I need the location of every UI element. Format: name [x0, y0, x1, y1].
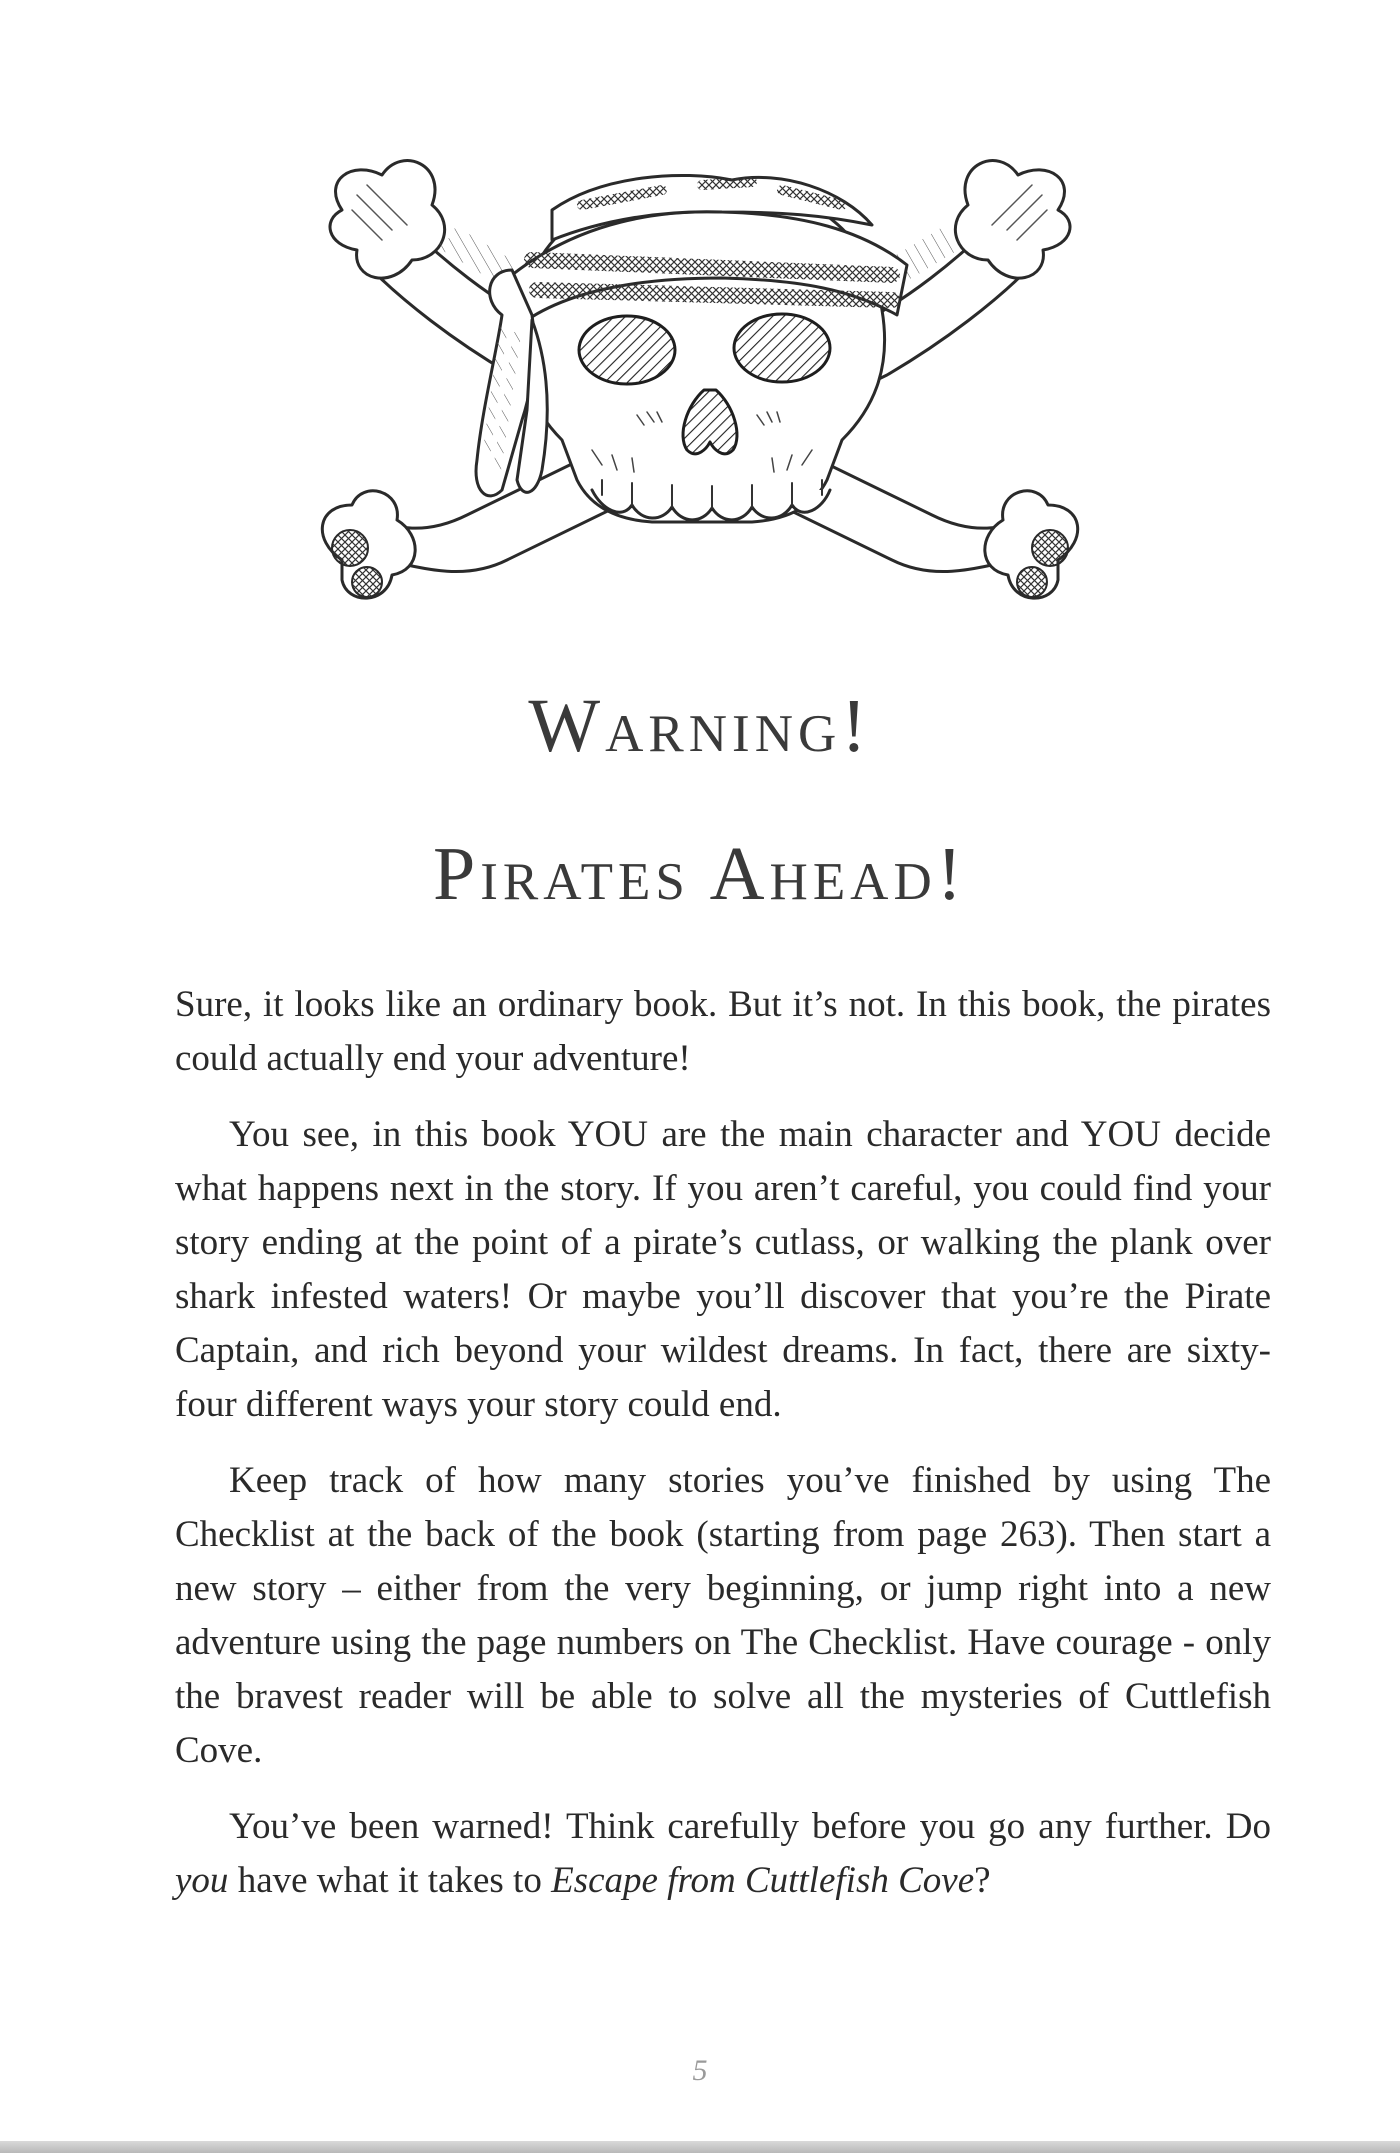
skull-and-crossbones-icon	[282, 150, 1118, 640]
page-bottom-edge	[0, 2141, 1400, 2153]
paragraph-4-text-a: You’ve been warned! Think carefully before you go any further. Do	[229, 1806, 1271, 1847]
body-text	[175, 978, 1271, 1930]
paragraph-4-text-c: ?	[974, 1860, 991, 1901]
title-line-2: Pirates Ahead!	[432, 832, 968, 916]
book-title-italic: Escape from Cuttlefish Cove	[551, 1860, 975, 1901]
paragraph-4	[175, 1800, 1271, 1908]
paragraph-1: Sure, it looks like an ordinary book. But it’s not. In this book, the pirates could actually end your adventure!	[175, 984, 1271, 1079]
title-line-1: Warning!	[528, 684, 872, 768]
paragraph-4-text-b: have what it takes to	[228, 1860, 552, 1901]
paragraph-2: You see, in this book YOU are the main character and YOU decide what happens next in the story. If you aren’t careful, you could find your story ending at the point of a pirate’s cutlass, or walking the plank over shark infested waters! Or maybe you’ll discover that you’re the Pirate Captain, and rich beyond your wildest dreams. In fact, there are sixty-four different ways your story could end.	[175, 1114, 1271, 1425]
paragraph-3: Keep track of how many stories you’ve finished by using The Checklist at the back of the book (starting from page 263). Then start a new story – either from the very beginning, or jump right into a new adventure using the page numbers on The Checklist. Have courage - only the bravest reader will be able to solve all the mysteries of Cuttlefish Cove.	[175, 1460, 1271, 1771]
page-number: 5	[692, 2054, 708, 2087]
paragraph-4-emphasis-you: you	[175, 1860, 229, 1901]
